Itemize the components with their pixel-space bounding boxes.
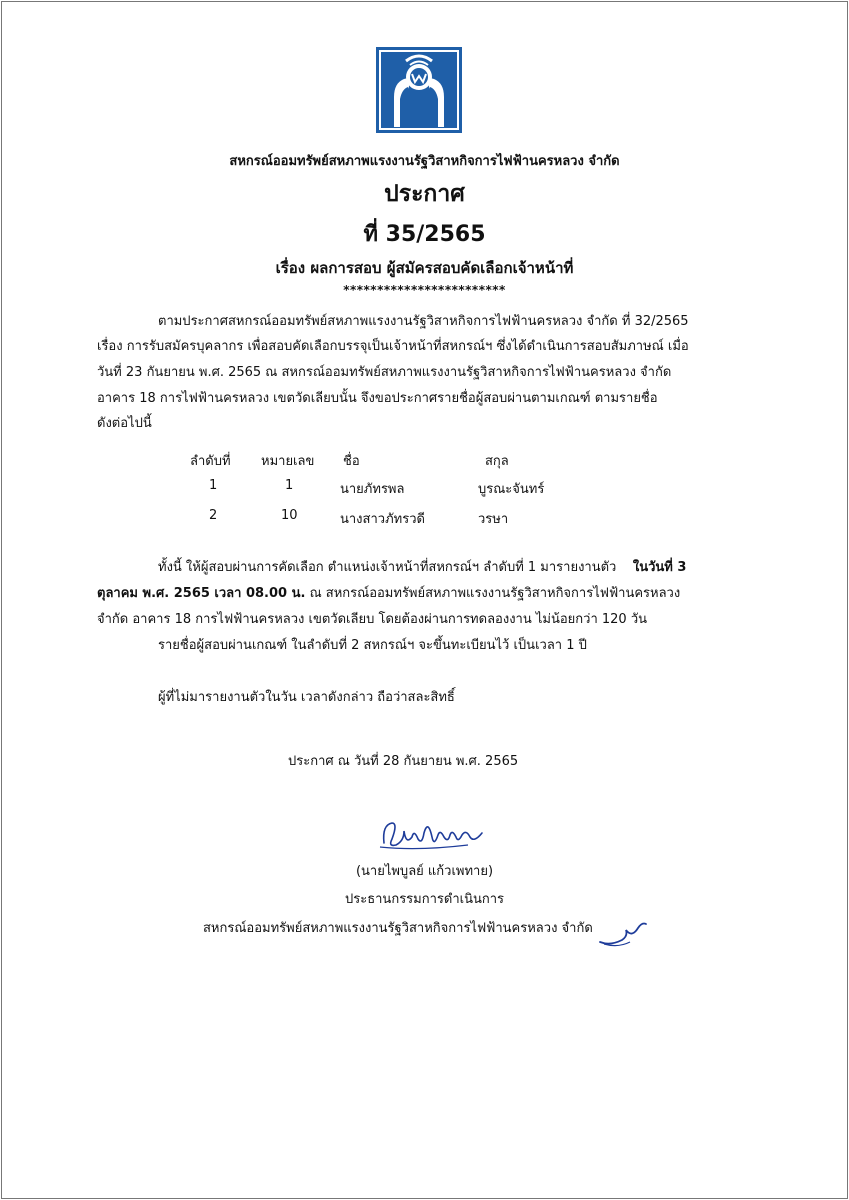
table-cell: 10 [281,508,298,523]
table-cell: นางสาวภัทรวดี [340,512,425,527]
initial-mark-icon [598,918,650,948]
cooperative-logo-icon [376,47,462,133]
signatory-name: (นายไพบูลย์ แก้วเพทาย) [355,864,494,879]
forfeit-notice: ผู้ที่ไม่มารายงานตัวในวัน เวลาดังกล่าว ถือว่าสละสิทธิ์ [158,690,455,705]
table-cell: 1 [209,478,218,493]
para1-line2: เรื่อง การรับสมัครบุคลากร เพื่อสอบคัดเลือกบรรจุเป็นเจ้าหน้าที่สหกรณ์ฯ ซึ่งได้ดำเนินการสอบสัมภาษณ์ เมื่อ [97,339,689,354]
signatory-organization: สหกรณ์ออมทรัพย์สหภาพแรงงานรัฐวิสาหกิจการไฟฟ้านครหลวง จำกัด [203,921,593,936]
signature-icon [378,815,488,855]
table-header-number: หมายเลข [261,454,315,469]
table-header-lastname: สกุล [485,454,509,469]
signatory-position: ประธานกรรมการดำเนินการ [344,892,504,907]
para2-line4: รายชื่อผู้สอบผ่านเกณฑ์ ในลำดับที่ 2 สหกรณ์ฯ จะขึ้นทะเบียนไว้ เป็นเวลา 1 ปี [158,638,587,653]
para2-line2: ตุลาคม พ.ศ. 2565 เวลา 08.00 น. ณ สหกรณ์ออมทรัพย์สหภาพแรงงานรัฐวิสาหกิจการไฟฟ้านครหลวง [97,586,681,601]
para1-line4: อาคาร 18 การไฟฟ้านครหลวง เขตวัดเลียบนั้น จึงขอประกาศรายชื่อผู้สอบผ่านตามเกณฑ์ ตามรายชื่อ [97,391,658,406]
table-cell: นายภัทรพล [340,482,405,497]
para2-line3: จำกัด อาคาร 18 การไฟฟ้านครหลวง เขตวัดเลียบ โดยต้องผ่านการทดลองงาน ไม่น้อยกว่า 120 วัน [97,612,648,627]
para2-line1: ทั้งนี้ ให้ผู้สอบผ่านการคัดเลือก ตำแหน่งเจ้าหน้าที่สหกรณ์ฯ ลำดับที่ 1 มารายงานตัว ในวันที่ 3 [158,560,687,575]
announcement-date: ประกาศ ณ วันที่ 28 กันยายน พ.ศ. 2565 [288,754,519,769]
table-cell: 2 [209,508,218,523]
table-cell: วรษา [478,512,509,527]
organization-name: สหกรณ์ออมทรัพย์สหภาพแรงงานรัฐวิสาหกิจการไฟฟ้านครหลวง จำกัด [229,154,620,169]
para1-line3: วันที่ 23 กันยายน พ.ศ. 2565 ณ สหกรณ์ออมทรัพย์สหภาพแรงงานรัฐวิสาหกิจการไฟฟ้านครหลวง จำกัด [97,365,672,380]
para1-line1: ตามประกาศสหกรณ์ออมทรัพย์สหภาพแรงงานรัฐวิสาหกิจการไฟฟ้านครหลวง จำกัด ที่ 32/2565 [158,314,689,329]
table-header-firstname: ชื่อ [343,454,360,469]
announcement-number: ที่ 35/2565 [363,222,486,247]
table-header-order: ลำดับที่ [190,454,231,469]
table-cell: 1 [285,478,294,493]
announcement-subject: เรื่อง ผลการสอบ ผู้สมัครสอบคัดเลือกเจ้าหน้าที่ [275,259,574,277]
para1-line5: ดังต่อไปนี้ [97,416,152,431]
table-cell: บูรณะจันทร์ [478,482,545,497]
announcement-title: ประกาศ [384,181,465,207]
divider-stars: ************************ [343,283,506,297]
